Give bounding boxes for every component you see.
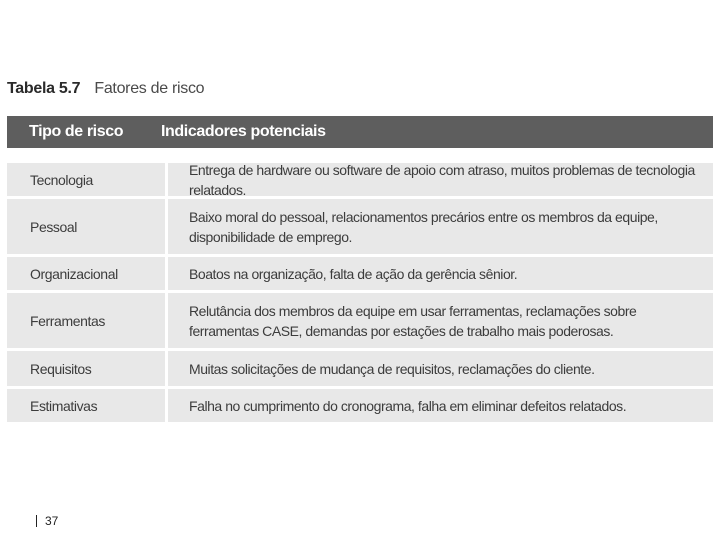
page-footer — [36, 514, 58, 528]
risk-type-cell: Estimativas — [7, 389, 165, 422]
risk-type-cell: Pessoal — [7, 199, 165, 254]
indicators-cell: Muitas solicitações de mudança de requisitos, reclamações do cliente. — [168, 351, 713, 386]
table-header — [7, 116, 713, 148]
indicators-cell: Relutância dos membros da equipe em usar ferramentas, reclamações sobre ferramentas CASE, demandas por estações de trabalho mais poderosas. — [168, 293, 713, 348]
risk-type-cell: Ferramentas — [7, 293, 165, 348]
risk-type-cell: Tecnologia — [7, 163, 165, 196]
header-risk-type: Tipo de risco — [29, 123, 124, 140]
indicators-cell: Baixo moral do pessoal, relacionamentos precários entre os membros da equipe, disponibilidade de emprego. — [168, 199, 713, 254]
table-row — [7, 163, 713, 196]
table-row — [7, 389, 713, 422]
table-caption — [7, 80, 204, 98]
indicators-cell: Boatos na organização, falta de ação da gerência sênior. — [168, 257, 713, 290]
risk-factors-table — [7, 116, 713, 425]
risk-type-cell: Organizacional — [7, 257, 165, 290]
header-potential-indicators: Indicadores potenciais — [161, 123, 326, 140]
table-row — [7, 199, 713, 254]
table-row — [7, 293, 713, 348]
indicators-cell: Entrega de hardware ou software de apoio com atraso, muitos problemas de tecnologia relatados. — [168, 163, 713, 196]
table-title: Fatores de risco — [94, 80, 205, 97]
risk-type-cell: Requisitos — [7, 351, 165, 386]
table-row — [7, 351, 713, 386]
page-number: 37 — [45, 514, 59, 528]
footer-divider — [36, 515, 37, 527]
indicators-cell: Falha no cumprimento do cronograma, falha em eliminar defeitos relatados. — [168, 389, 713, 422]
table-number: Tabela 5.7 — [7, 80, 81, 97]
table-row — [7, 257, 713, 290]
